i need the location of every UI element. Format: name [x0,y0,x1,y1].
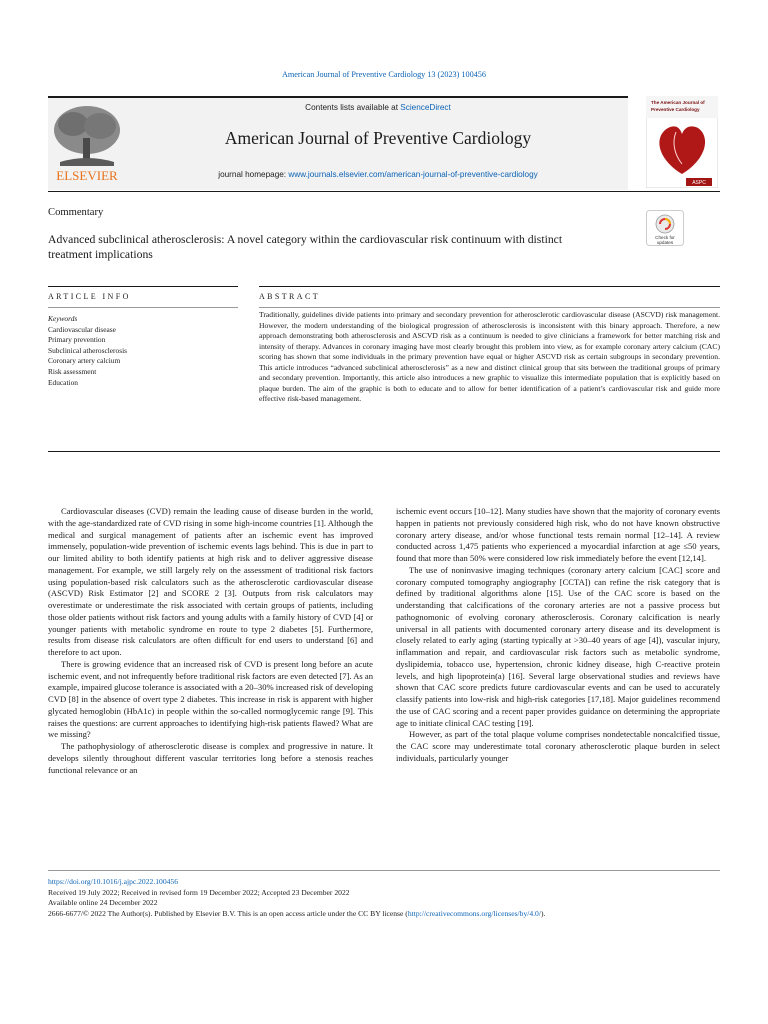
article-title: Advanced subclinical atherosclerosis: A novel category within the cardiovascular risk continuum with distinct treatment implications [48,233,563,261]
article-type: Commentary [48,207,104,218]
keyword-item: Education [48,377,78,387]
contents-prefix: Contents lists available at [305,103,401,112]
body-column-right [396,506,720,765]
homepage-prefix: journal homepage: [218,170,289,179]
available-online-date: Available online 24 December 2022 [48,898,158,908]
keyword-item: Cardiovascular disease [48,324,116,334]
svg-text:Preventive Cardiology: Preventive Cardiology [651,107,700,112]
svg-text:updates: updates [656,240,674,245]
body-paragraph: Cardiovascular diseases (CVD) remain the leading cause of disease burden in the world, with the age-standardized rate of CVD rising in some high-income countries [1]. Although the medical and surgical management of patients after an ischemic event has improved immensely, population-wide prevention of ischemic events lags behind. This is due in part to our limited ability to both identify patients at high risk and to deliver aggressive disease management. For example, we still largely rely on the assessment of traditional risk factors using population-based risk calculators such as the atherosclerotic cardiovascular disease (ASCVD) Risk Estimator [2] and SCORE 2 [3]. Outputs from risk calculators may overestimate or underestimate the risk associated with certain groups of patients, including those older patients without risk factors and young adults with a family history of CVD [4] or younger patients with metabolic syndrome en route to type 2 diabetes [5]. Furthermore, results from disease risk calculators are often difficult for end users to understand [6] and therefore to act upon. [48,506,373,657]
keyword-item: Coronary artery calcium [48,356,121,366]
license-suffix: ). [540,908,546,918]
keyword-item: Risk assessment [48,366,97,376]
article-footer [48,877,728,919]
journal-citation-line[interactable]: American Journal of Preventive Cardiology 13 (2023) 100456 [282,70,486,79]
body-paragraph: The use of noninvasive imaging techniques (coronary artery calcium [CAC] score and coronary computed tomography angiography [CCTA]) can refine the risk category that is defined by traditional algorithms alone [15]. Use of the CAC score is based on the understanding that calcifications of the coronary arteries are not a passive process but pathognomonic of evolving coronary atherosclerosis. Coronary calcification is nearly universal in all patients with documented coronary artery disease and its development is closely related to early aging (starting typically at >30–40 years of age [4]), vascular injury, inflammation and repair, and cardiovascular risk factors such as metabolic syndrome, dyslipidemia, tobacco use, hypertension, chronic kidney disease, high C-reactive protein levels, and high lipoprotein(a) [16]. Several large observational studies and reviews have shown that CAC score predicts future cardiovascular events and can be used to accurately classify patients into low-risk and high-risk categories [17,18]. Major guidelines recommend the use of CAC scoring and a recent paper provides guidance on determining the appropriate age to initiate clinical CAC testing [19]. [396,564,720,728]
abstract-rule [259,307,720,308]
received-dates: Received 19 July 2022; Received in revised form 19 December 2022; Accepted 23 December 2022 [48,887,350,897]
doi-link[interactable]: https://doi.org/10.1016/j.ajpc.2022.100456 [48,877,179,886]
keywords-rule [48,307,238,308]
publisher-logo-text: ELSEVIER [56,168,118,183]
cover-badge: ASPC [692,180,706,186]
body-paragraph: The pathophysiology of atherosclerotic disease is complex and progressive in nature. It develops silently throughout different vascular territories long before a stenosis reaches functional relevance or an [48,741,373,775]
homepage-link[interactable]: www.journals.elsevier.com/american-journal-of-preventive-cardiology [288,170,538,179]
article-info-divider [48,286,238,287]
body-paragraph: There is growing evidence that an increased risk of CVD is present long before an acute ischemic event, and not infrequently before traditional risk factors are even detected [7]. As an example, impaired glucose tolerance is associated with a 20–30% increased risk of developing CVD [8] in the absence of overt type 2 diabetes. This increase in risk is apparent with higher glycated hemoglobin (HbA1c) in people within the so-called normoglycemic range [9]. This raises the questions: are current approaches to identifying high-risk patients flawed? What are we missing? [48,658,374,740]
svg-text:The American Journal of: The American Journal of [651,100,705,105]
body-paragraph: ischemic event occurs [10–12]. Many studies have shown that the majority of coronary events happen in patients not previously considered high risk, who do not have known obstructive coronary artery disease, and/or whose functional tests remain normal [12–14]. A review conducted across 1,475 patients who experienced a myocardial infarction at age ≤50 years, found that more than 50% were considered low risk immediately before the event [12,14]. [396,506,720,563]
elsevier-tree-logo-icon [48,100,126,186]
abstract-divider-top [259,286,720,287]
license-prefix: 2666-6677/© 2022 The Author(s). Published by Elsevier B.V. This is an open access article under the CC BY license ( [48,908,408,918]
journal-title: American Journal of Preventive Cardiology [224,128,532,148]
body-column-left [48,506,373,776]
contents-availability [130,103,626,112]
journal-cover-thumbnail [646,96,718,188]
header-divider [48,191,720,192]
sciencedirect-link[interactable]: ScienceDirect [400,103,451,112]
check-for-updates-icon[interactable] [646,210,684,246]
keyword-item: Subclinical atherosclerosis [48,345,128,355]
abstract-text: Traditionally, guidelines divide patients into primary and secondary prevention for atherosclerotic cardiovascular disease (ASCVD) risk management. However, the modern understanding of the biological progression of atherosclerosis is inconsistent with this binary approach. Therefore, a new approach demonstrating both atherosclerosis and ASCVD risk as a continuum is needed to give clinicians a framework for better matching risk and intensity of therapy. Advances in coronary imaging have most clearly brought this problem into view, as for example coronary artery calcium (CAC) scoring has shown that some individuals in the primary prevention have equal or higher ASCVD risk as certain subgroups in secondary prevention. This article introduces “advanced subclinical atherosclerosis” as a new and distinct clinical group that sits between the traditional groups of primary and secondary prevention. Importantly, this article also introduces a new graphic to visualize this intermediate population that is explicitly based on plaque burden. The aim of the graphic is both to educate and to allow for better identification of a patient’s cardiovascular risk and guide more effective risk-based management. [259,310,720,404]
journal-homepage [130,170,626,179]
keyword-item: Primary prevention [48,335,106,345]
abstract-divider-bottom [48,451,720,452]
svg-text:Check for: Check for [655,235,675,240]
license-statement [48,909,728,920]
footer-divider [48,870,720,871]
license-link[interactable]: http://creativecommons.org/licenses/by/4.0/ [407,908,541,918]
keywords-block [48,314,238,388]
keywords-label: Keywords [48,314,78,323]
body-paragraph: However, as part of the total plaque volume comprises nondetectable noncalcified tissue, the CAC score may underestimate total coronary atherosclerotic plaque burden in select individuals, particularly younger [396,729,720,763]
abstract-heading: ABSTRACT [259,292,320,301]
article-info-heading: ARTICLE INFO [48,292,131,301]
